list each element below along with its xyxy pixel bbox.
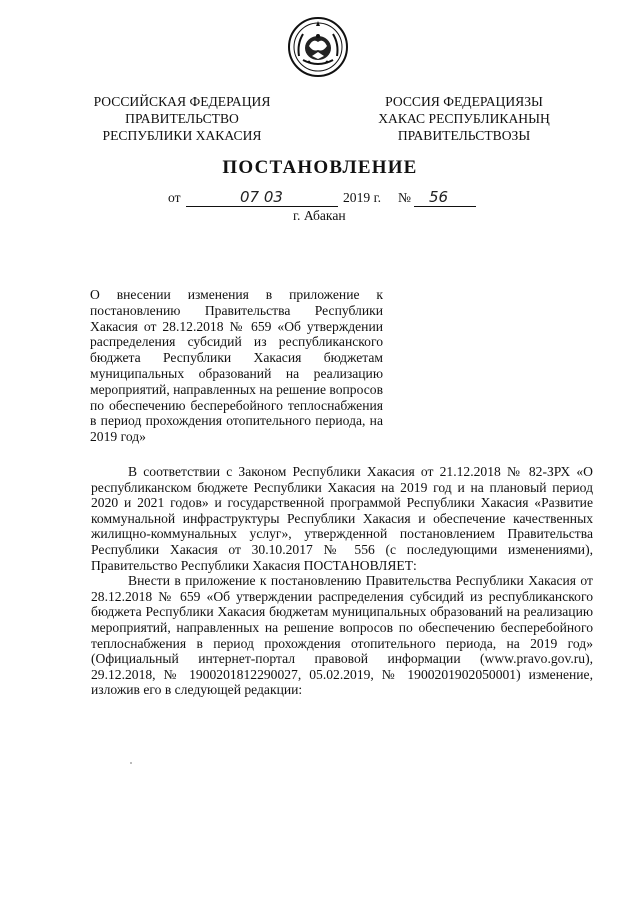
header-right-line-1: РОССИЯ ФЕДЕРАЦИЯЗЫ bbox=[385, 94, 543, 109]
city-name: г. Абакан bbox=[293, 208, 346, 223]
date-year: 2019 г. bbox=[343, 190, 382, 205]
header-right-line-2: ХАКАС РЕСПУБЛИКАНЫҢ bbox=[378, 111, 550, 126]
document-type-title: ПОСТАНОВЛЕНИЕ bbox=[222, 157, 418, 178]
header-left-line-2: ПРАВИТЕЛЬСТВО bbox=[125, 111, 239, 126]
document-body bbox=[91, 464, 593, 698]
body-paragraph-2: Внести в приложение к постановлению Правительства Республики Хакасия от 28.12.2018 № 659 «Об утверждении распределения субсидий из республиканского бюджета Республики Хакасия бюджетам муниципальных образований на реализацию мероприятий, направленных на решение вопросов по обеспечению бесперебойного теплоснабжения в период прохождения отопительного периода, на 2019 год» (Официальный интернет-портал правовой информации (www.pravo.gov.ru), 29.12.2018, № 1900201812290027, 05.02.2019, № 1900201902050001) изменение, изложив его в следующей редакции: bbox=[91, 573, 593, 698]
header-left-line-3: РЕСПУБЛИКИ ХАКАСИЯ bbox=[102, 128, 262, 143]
date-underline bbox=[186, 206, 338, 207]
coat-of-arms-emblem-icon bbox=[287, 16, 349, 78]
scan-speck bbox=[130, 762, 132, 764]
header-left-block bbox=[82, 93, 282, 144]
number-sign: № bbox=[398, 190, 411, 205]
document-subject: О внесении изменения в приложение к постановлению Правительства Республики Хакасия от 28.12.2018 № 659 «Об утверждении распределения субсидий из республиканского бюджета Республики Хакасия бюджетам муниципальных образований на реализацию мероприятий, направленных на решение вопросов по обеспечению бесперебойного теплоснабжения в период прохождения отопительного периода, на 2019 год» bbox=[90, 287, 383, 445]
handwritten-number: 56 bbox=[429, 188, 449, 206]
header-right-block bbox=[364, 93, 564, 144]
handwritten-date: 07 03 bbox=[240, 188, 283, 206]
date-prefix: от bbox=[168, 190, 181, 205]
number-underline bbox=[414, 206, 476, 207]
header-left-line-1: РОССИЙСКАЯ ФЕДЕРАЦИЯ bbox=[93, 94, 271, 109]
body-paragraph-1: В соответствии с Законом Республики Хакасия от 21.12.2018 № 82-ЗРХ «О республиканском бюджете Республики Хакасия на 2019 год и на плановый период 2020 и 2021 годов» и государственной программой Республики Хакасия «Развитие коммунальной инфраструктуры Республики Хакасия и обеспечение качественных жилищно-коммунальных услуг», утвержденной постановлением Правительства Республики Хакасия от 30.10.2017 № 556 (с последующими изменениями), Правительство Республики Хакасия ПОСТАНОВЛЯЕТ: bbox=[91, 464, 593, 573]
header-right-line-3: ПРАВИТЕЛЬСТВОЗЫ bbox=[397, 128, 531, 143]
